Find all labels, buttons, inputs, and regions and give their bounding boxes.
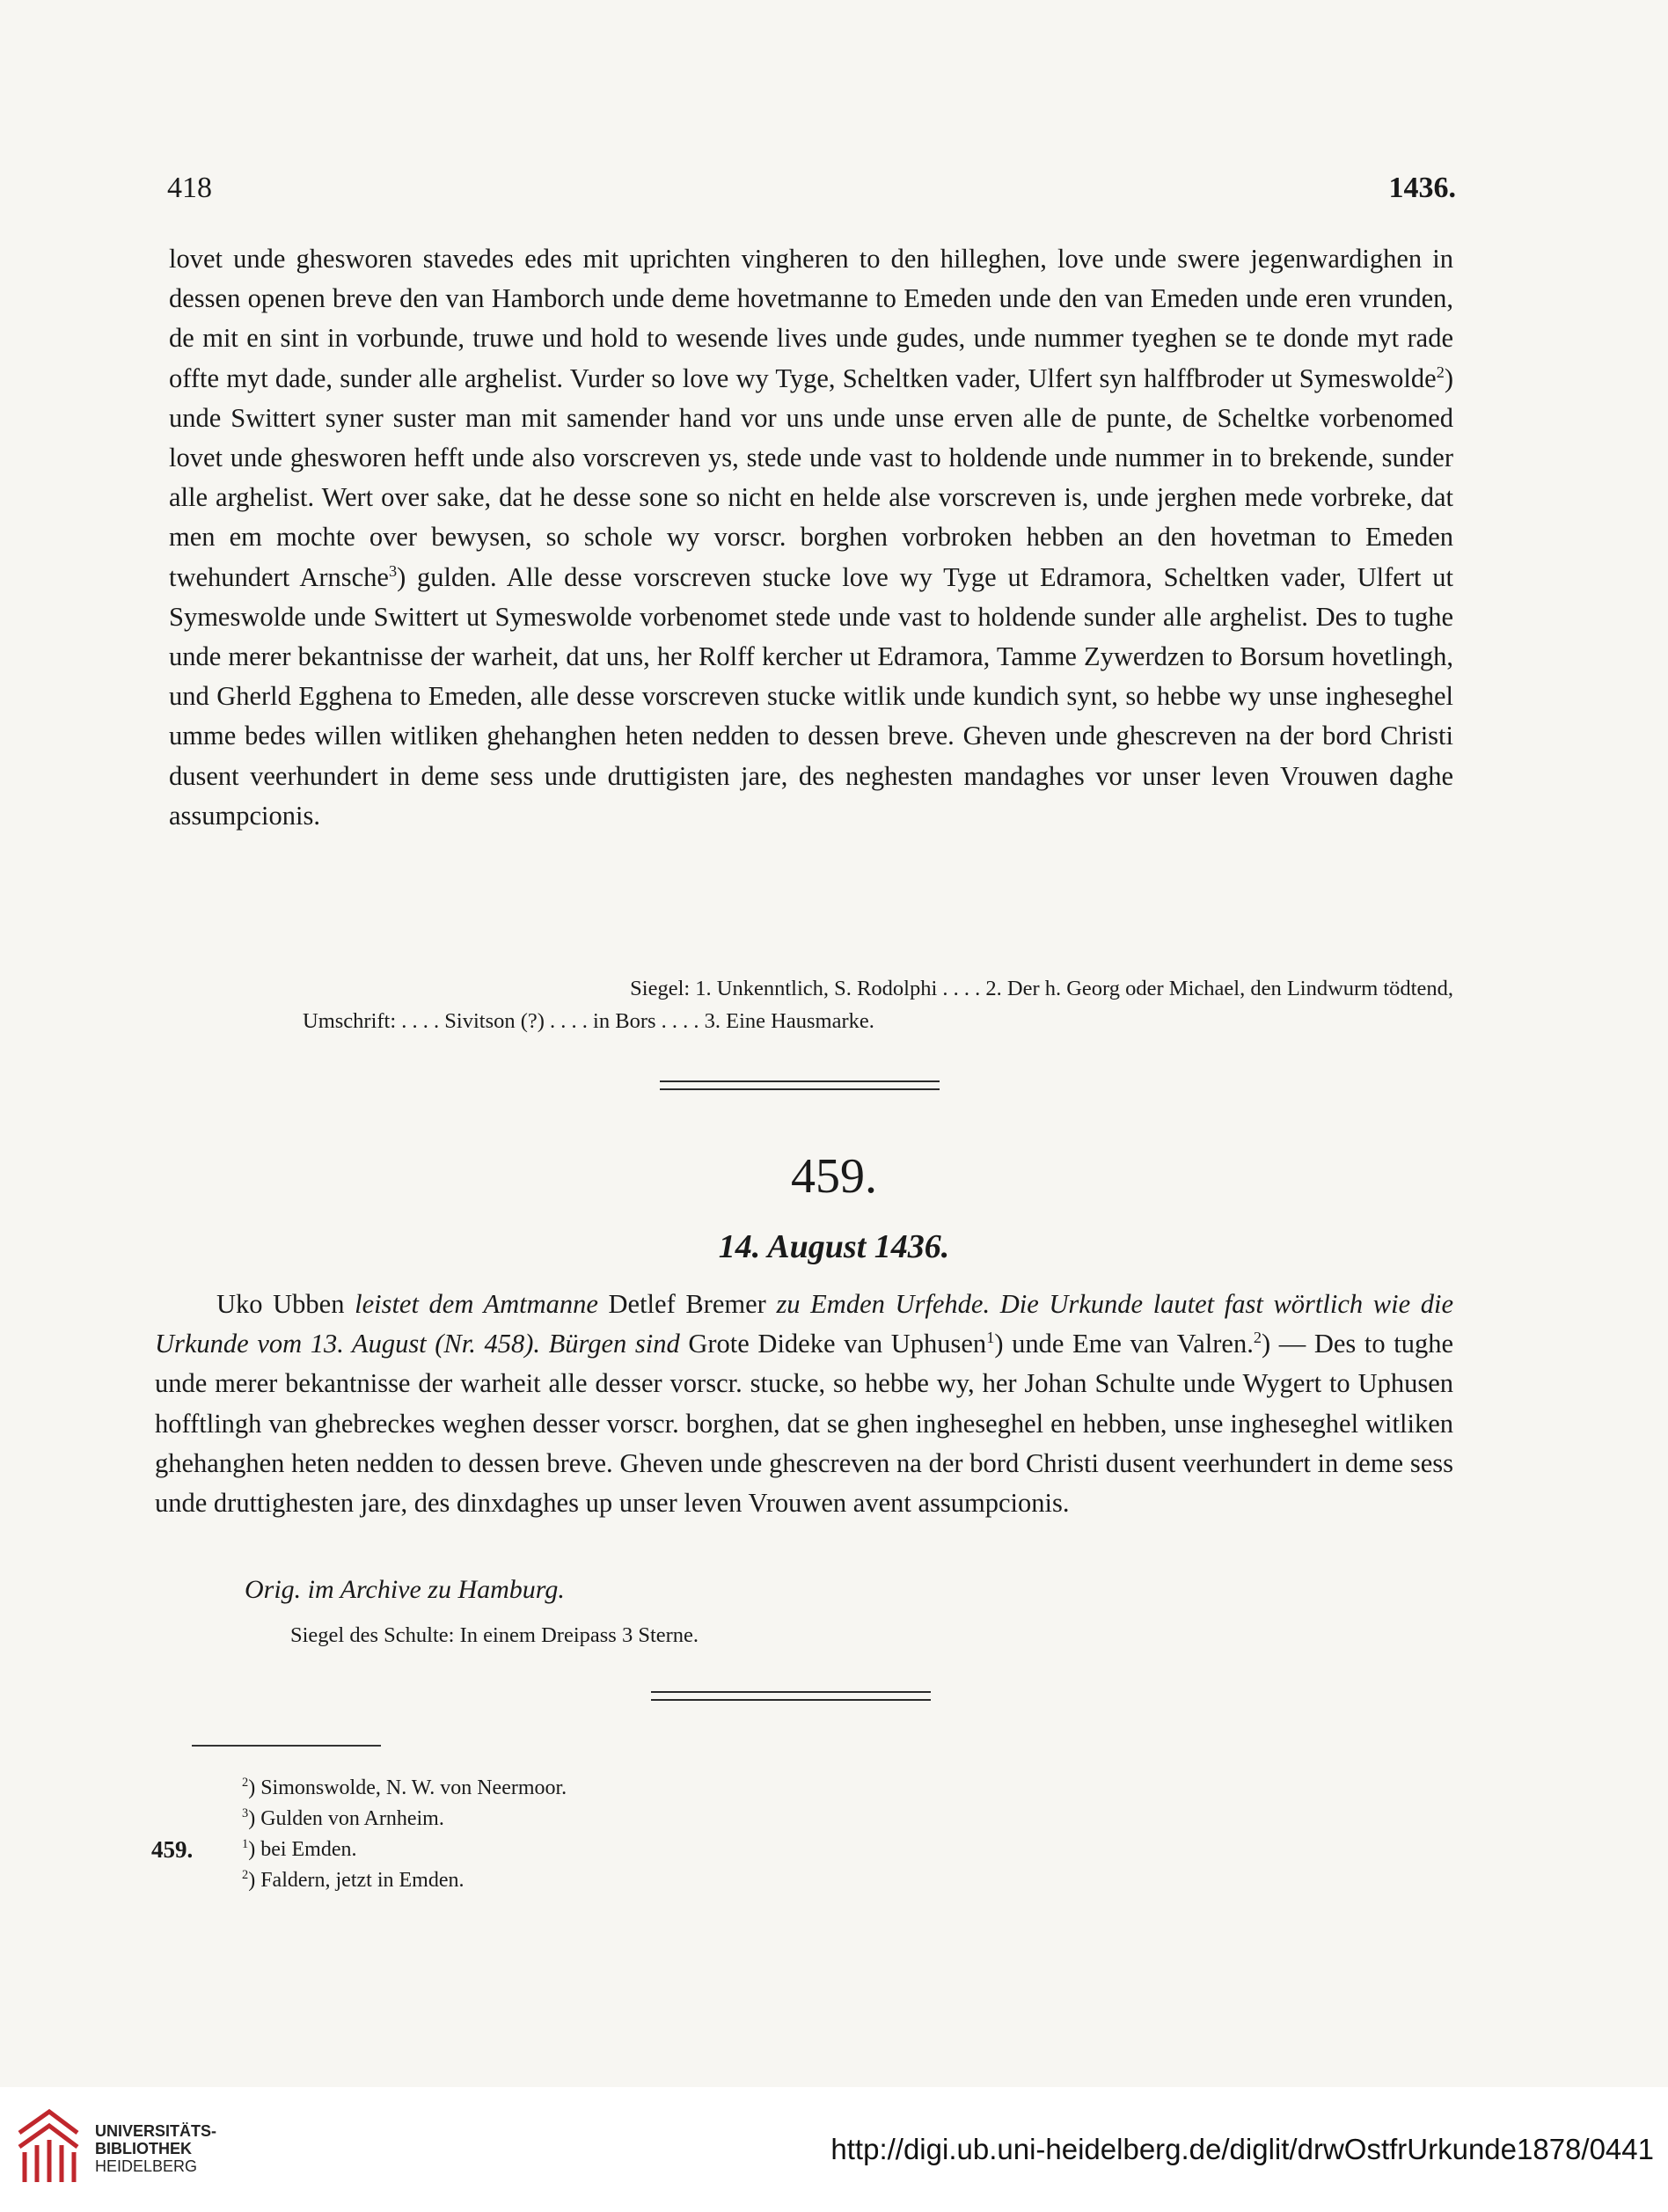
charter-paragraph: lovet unde ghesworen stavedes edes mit uprichten vingheren to den hilleghen, love unde swere jegenwardighen in dessen openen breve den van Hamborch unde deme hovetmanne to Emeden unde den van Emeden unde eren vrunden, de mit en sint in vorbunde, truwe und hold to wesende lives unde gudes, unde nummer tyeghen se te donde myt rade offte myt dade, sunder alle arghelist. Vurder so love wy Tyge, Scheltken vader, Ulfert syn halffbroder ut Symeswolde$^2$) unde Swittert syner suster man mit samender hand vor uns unde unse erven alle de punte, de Scheltke vorbenomed lovet unde ghesworen hefft unde also vorscreven ys, stede unde vast to holdende unde nummer in to brekende, sunder alle arghelist. Wert over sake, dat he desse sone so nicht en helde alse vorscreven is, unde jerghen mede vorbreke, dat men em mochte over bewysen, so schole wy vorscr. borghen vorbroken hebben an den hovetman to Emeden twehundert Arnsche$^3$) gulden. Alle desse vorscreven stucke love wy Tyge ut Edramora, Scheltken vader, Ulfert ut Symeswolde unde Swittert ut Symeswolde vorbenomet stede unde vast to holdende sunder alle arghelist. Des to tughe unde merer bekantnisse der warheit, dat uns, her Rolff kercher ut Edramora, Tamme Zywerdzen to Borsum hovetlingh, und Gherld Egghena to Emeden, alle desse vorscreven stucke witlik unde kundich synt, so hebbe wy unse ingheseghel umme bedes willen witliken ghehanghen heten nedden to dessen breve. Gheven unde ghescreven na der bord Christi dusent veerhundert in deme sess unde druttigisten jare, des neghesten mandaghes vor unser leven Vrouwen daghe assumpcionis. bbox=[169, 244, 1453, 831]
library-logo-icon bbox=[14, 2106, 83, 2187]
section-divider bbox=[660, 1080, 940, 1090]
footnote-rule bbox=[192, 1745, 381, 1747]
permalink-url[interactable]: http://digi.ub.uni-heidelberg.de/diglit/drwOstfrUrkunde1878/0441 bbox=[830, 2133, 1654, 2165]
library-name: UNIVERSITÄTS- BIBLIOTHEK HEIDELBERG bbox=[95, 2122, 217, 2175]
running-year: 1436. bbox=[1388, 172, 1456, 204]
footnote: $^2$) Faldern, jetzt in Emden. bbox=[242, 1868, 465, 1892]
footnote-ref: 1 bbox=[986, 1329, 995, 1347]
footnote-ref: 2 bbox=[1253, 1329, 1262, 1347]
seal-line-2: Umschrift: . . . . Sivitson (?) . . . . in Bors . . . . 3. Eine Hausmarke. bbox=[303, 1009, 874, 1033]
footnote: $^3$) Gulden von Arnheim. bbox=[242, 1806, 444, 1830]
footnote-ref: 2 bbox=[1436, 363, 1445, 381]
regest-text: Uko Ubben leistet dem Amtmanne Detlef Bremer zu Emden Urfehde. Die Urkunde lautet fast wörtlich wie die Urkunde vom 13. August (Nr. 458). Bürgen sind Grote Dideke van Uphusen$^1$) unde Eme van Valren.$^2$) — Des to tughe unde merer bekantnisse der warheit alle desser vorscr. stucke, so hebbe wy, her Johan Schulte unde Wygert to Uphusen hofftlingh van ghebreckes weghen desser vorscr. borghen, dat se ghen ingheseghel en hebben, unse ingheseghel witliken ghehanghen heten nedden to dessen breve. Gheven unde ghescreven na der bord Christi dusent veerhundert in deme sess unde druttighesten jare, des dinxdaghes up unser leven Vrouwen avent assumpcionis. bbox=[155, 1289, 1453, 1519]
footnote-doc-key: 459. bbox=[151, 1836, 194, 1863]
regest-paragraph bbox=[155, 1285, 1453, 1523]
section-divider-2 bbox=[651, 1691, 931, 1701]
seal-description bbox=[169, 972, 1453, 1037]
document-date: 14. August 1436. bbox=[718, 1228, 950, 1265]
continued-charter-text bbox=[169, 239, 1453, 836]
footnote: $^2$) Simonswolde, N. W. von Neermoor. bbox=[242, 1776, 567, 1799]
seal-description-2: Siegel des Schulte: In einem Dreipass 3 Sterne. bbox=[290, 1623, 699, 1647]
viewer-footer bbox=[0, 2087, 1668, 2212]
footnotes bbox=[151, 1773, 943, 1896]
page-number: 418 bbox=[167, 172, 212, 204]
footnote-ref: 3 bbox=[388, 561, 398, 580]
source-note: Orig. im Archive zu Hamburg. bbox=[245, 1575, 565, 1604]
footnote: 459. $^1$) bei Emden. bbox=[151, 1835, 943, 1865]
document-number: 459. bbox=[791, 1149, 877, 1204]
seal-line-1: Siegel: 1. Unkenntlich, S. Rodolphi . . . . 2. Der h. Georg oder Michael, den Lindwurm tödtend, bbox=[630, 977, 1453, 1000]
